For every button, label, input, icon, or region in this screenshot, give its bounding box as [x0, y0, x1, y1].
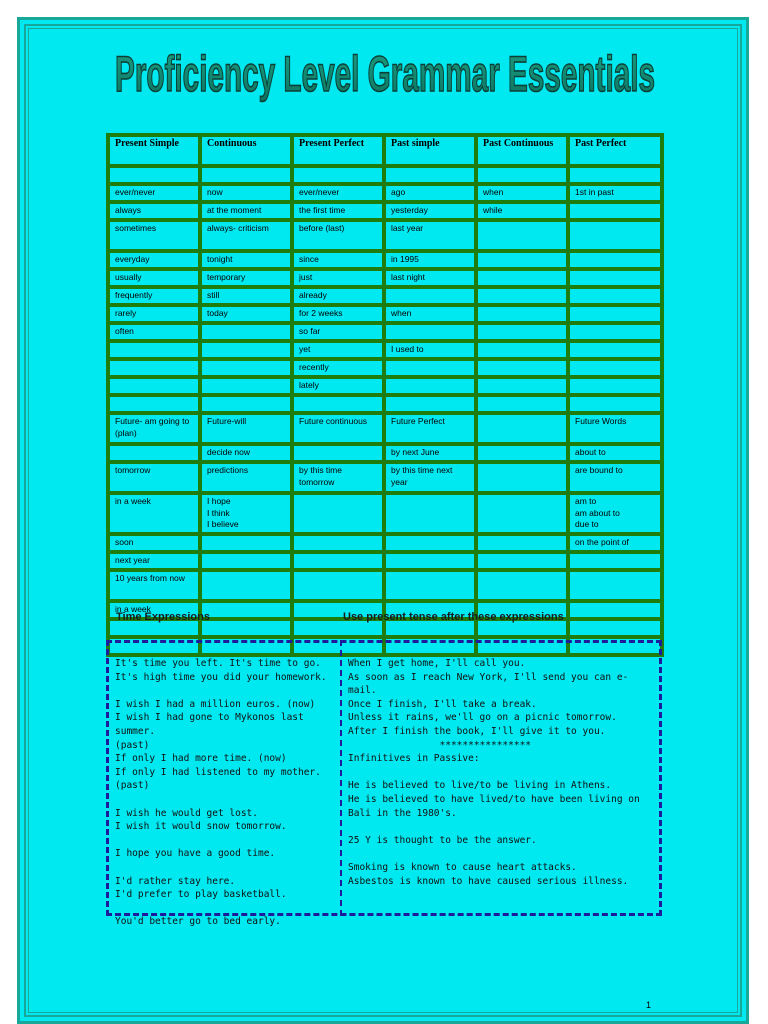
tense-time-expressions-table [106, 133, 664, 657]
example-line: **************** [348, 739, 532, 751]
table-cell: about to [568, 444, 662, 462]
table-row [108, 534, 662, 552]
table-cell: Future Perfect [384, 413, 476, 444]
table-cell [384, 570, 476, 601]
example-line: Infinitives in Passive: [348, 753, 480, 765]
table-cell [200, 359, 292, 377]
table-row [108, 570, 662, 601]
table-cell: now [200, 184, 292, 202]
table-cell [568, 287, 662, 305]
table-cell: while [476, 202, 568, 220]
example-line: (past) [115, 739, 150, 751]
table-cell: decide now [200, 444, 292, 462]
table-row [108, 269, 662, 287]
table-header-cell: Past Continuous [476, 135, 568, 166]
table-cell: last year [384, 220, 476, 251]
table-cell [200, 377, 292, 395]
table-cell [476, 251, 568, 269]
table-row [108, 413, 662, 444]
example-line: After I finish the book, I'll give it to you. [348, 725, 606, 737]
table-cell [200, 534, 292, 552]
table-cell: yesterday [384, 202, 476, 220]
table-cell [476, 305, 568, 323]
table-cell [568, 601, 662, 619]
table-row [108, 493, 662, 534]
table-cell [568, 377, 662, 395]
page-number: 1 [646, 1000, 652, 1010]
table-cell: usually [108, 269, 200, 287]
table-cell: the first time [292, 202, 384, 220]
example-line [115, 861, 337, 875]
table-header-cell: Past simple [384, 135, 476, 166]
table-cell [476, 552, 568, 570]
table-cell [200, 341, 292, 359]
table-cell [568, 552, 662, 570]
example-line [115, 834, 337, 848]
table-cell [384, 493, 476, 534]
example-line: I wish it would snow tomorrow. [115, 821, 287, 833]
example-line: He is believed to have lived/to have been living on Bali in the 1980's. [348, 793, 646, 819]
example-line: Smoking is known to cause heart attacks. [348, 861, 577, 873]
table-cell: at the moment [200, 202, 292, 220]
table-cell [476, 269, 568, 287]
example-line [115, 684, 337, 698]
example-line: It's time you left. It's time to go. [115, 658, 321, 669]
table-cell [200, 601, 292, 619]
table-cell: ever/never [292, 184, 384, 202]
table-cell: for 2 weeks [292, 305, 384, 323]
table-cell: I hope I think I believe [200, 493, 292, 534]
table-row [108, 166, 662, 184]
table-cell [384, 395, 476, 413]
table-cell [292, 552, 384, 570]
table-cell: Future Words [568, 413, 662, 444]
table-cell [108, 341, 200, 359]
example-line: I'd prefer to play basketball. [115, 889, 287, 901]
table-cell: since [292, 251, 384, 269]
example-line: As soon as I reach New York, I'll send you can e-mail. [348, 671, 629, 697]
example-line: Unless it rains, we'll go on a picnic tomorrow. [348, 712, 617, 724]
table-cell: by next June [384, 444, 476, 462]
table-cell: next year [108, 552, 200, 570]
table-cell [568, 269, 662, 287]
table-cell [476, 493, 568, 534]
table-cell [200, 570, 292, 601]
table-cell [292, 534, 384, 552]
table-header-row [108, 135, 662, 166]
table-cell [568, 395, 662, 413]
table-row [108, 287, 662, 305]
table-cell: today [200, 305, 292, 323]
table-row [108, 395, 662, 413]
table-cell [292, 166, 384, 184]
table-cell: before (last) [292, 220, 384, 251]
example-line: It's high time you did your homework. [115, 671, 327, 683]
table-cell [476, 220, 568, 251]
table-cell [476, 534, 568, 552]
table-cell: on the point of [568, 534, 662, 552]
table-cell: last night [384, 269, 476, 287]
present-tense-examples [348, 657, 654, 888]
table-cell [568, 202, 662, 220]
table-header-cell: Present Simple [108, 135, 200, 166]
table-row [108, 220, 662, 251]
table-cell [200, 619, 292, 637]
table-cell: recently [292, 359, 384, 377]
table-cell: Future continuous [292, 413, 384, 444]
table-cell: predictions [200, 462, 292, 493]
table-cell [476, 413, 568, 444]
example-line: I wish I had gone to Mykonos last summer. [115, 712, 310, 737]
table-cell: tomorrow [108, 462, 200, 493]
table-row [108, 251, 662, 269]
example-line: I wish he would get lost. [115, 807, 258, 819]
table-cell: sometimes [108, 220, 200, 251]
example-line: When I get home, I'll call you. [348, 658, 526, 669]
table-cell: in a week [108, 601, 200, 619]
table-cell [200, 552, 292, 570]
table-cell [476, 462, 568, 493]
table-cell: ever/never [108, 184, 200, 202]
present-tense-heading: Use present tense after these expressions [343, 611, 564, 623]
table-cell: tonight [200, 251, 292, 269]
example-line: You'd better go to bed early. [115, 916, 281, 928]
table-cell: yet [292, 341, 384, 359]
time-expressions-heading: Time Expressions [116, 611, 210, 623]
table-cell: just [292, 269, 384, 287]
table-cell [476, 323, 568, 341]
table-cell [476, 395, 568, 413]
table-cell [568, 341, 662, 359]
example-line [348, 766, 654, 780]
table-cell: temporary [200, 269, 292, 287]
example-line: If only I had more time. (now) [115, 753, 287, 765]
table-cell: are bound to [568, 462, 662, 493]
table-cell: 10 years from now [108, 570, 200, 601]
table-cell: by this time next year [384, 462, 476, 493]
table-cell: in a week [108, 493, 200, 534]
table-cell [292, 444, 384, 462]
example-line [348, 820, 654, 834]
table-cell [568, 220, 662, 251]
example-line [348, 847, 654, 861]
table-cell: everyday [108, 251, 200, 269]
table-row [108, 462, 662, 493]
table-cell [108, 359, 200, 377]
table-cell [476, 341, 568, 359]
table-header-cell: Present Perfect [292, 135, 384, 166]
example-line [115, 793, 337, 807]
table-cell [476, 570, 568, 601]
table-cell: I used to [384, 341, 476, 359]
table-cell [292, 395, 384, 413]
table-cell [384, 323, 476, 341]
table-row [108, 202, 662, 220]
table-cell: so far [292, 323, 384, 341]
table-header-cell: Past Perfect [568, 135, 662, 166]
table-row [108, 444, 662, 462]
table-cell: already [292, 287, 384, 305]
table-cell [568, 619, 662, 637]
example-line: I'd rather stay here. [115, 875, 236, 887]
examples-divider [340, 640, 342, 916]
table-row [108, 341, 662, 359]
table-cell [384, 359, 476, 377]
example-line: Once I finish, I'll take a break. [348, 698, 537, 710]
time-expressions-examples [115, 657, 337, 929]
table-cell [568, 323, 662, 341]
table-cell: Future-will [200, 413, 292, 444]
table-cell [384, 166, 476, 184]
table-cell [384, 287, 476, 305]
table-cell [108, 395, 200, 413]
table-cell [108, 444, 200, 462]
table-row [108, 552, 662, 570]
table-row [108, 377, 662, 395]
example-line: If only I had listened to my mother. (past) [115, 766, 327, 792]
table-cell: Future- am going to (plan) [108, 413, 200, 444]
table-cell: soon [108, 534, 200, 552]
table-cell [384, 552, 476, 570]
example-line: He is believed to live/to be living in Athens. [348, 780, 612, 792]
example-line: 25 Y is thought to be the answer. [348, 834, 537, 846]
table-cell [476, 377, 568, 395]
table-cell [568, 570, 662, 601]
page-title [100, 36, 670, 106]
table-cell [108, 377, 200, 395]
page-title-text: Proficiency Level Grammar Essentials [115, 46, 655, 102]
table-cell [200, 395, 292, 413]
table-cell [108, 166, 200, 184]
table-cell [568, 359, 662, 377]
table-cell: always- criticism [200, 220, 292, 251]
table-cell: still [200, 287, 292, 305]
table-row [108, 359, 662, 377]
table-cell [384, 377, 476, 395]
table-cell [476, 166, 568, 184]
table-cell [384, 534, 476, 552]
table-cell [568, 166, 662, 184]
table-cell [476, 359, 568, 377]
table-row [108, 184, 662, 202]
table-cell [292, 570, 384, 601]
table-cell [200, 166, 292, 184]
table-cell: often [108, 323, 200, 341]
table-row [108, 305, 662, 323]
example-line [115, 902, 337, 916]
table-cell: 1st in past [568, 184, 662, 202]
table-cell [200, 323, 292, 341]
table-cell: ago [384, 184, 476, 202]
table-cell: frequently [108, 287, 200, 305]
table-cell: am to am about to due to [568, 493, 662, 534]
table-cell [476, 444, 568, 462]
example-line: I hope you have a good time. [115, 848, 276, 860]
table-cell [568, 251, 662, 269]
table-cell: lately [292, 377, 384, 395]
table-cell: rarely [108, 305, 200, 323]
table-cell [476, 287, 568, 305]
table-cell: when [384, 305, 476, 323]
table-cell [568, 305, 662, 323]
table-header-cell: Continuous [200, 135, 292, 166]
table-row [108, 323, 662, 341]
table-cell: by this time tomorrow [292, 462, 384, 493]
table-cell: when [476, 184, 568, 202]
table-cell [292, 493, 384, 534]
table-cell: always [108, 202, 200, 220]
example-line: I wish I had a million euros. (now) [115, 698, 316, 710]
table-cell: in 1995 [384, 251, 476, 269]
example-line: Asbestos is known to have caused serious illness. [348, 875, 629, 887]
